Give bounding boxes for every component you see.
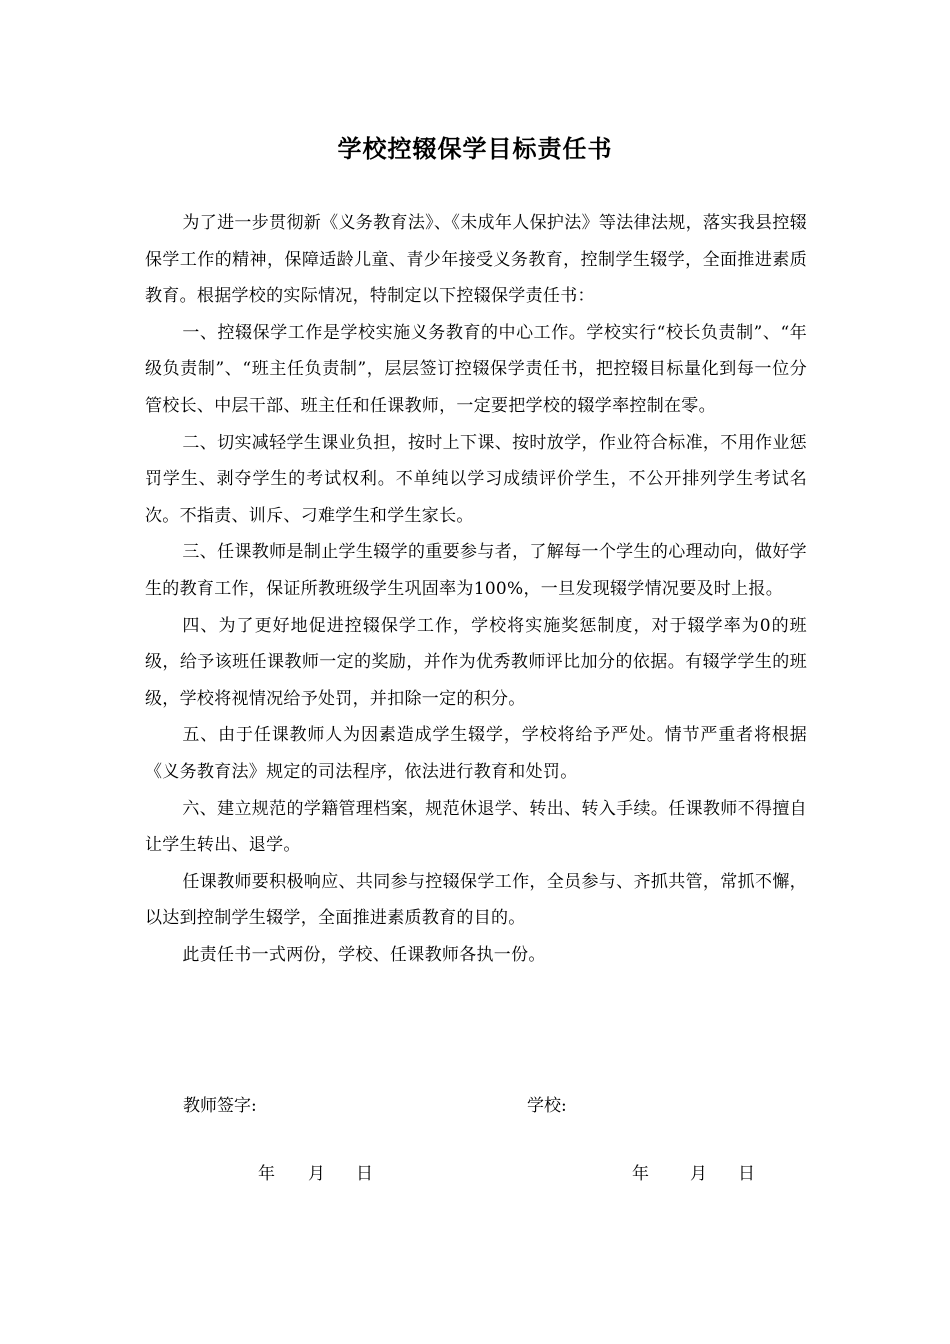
paragraph-item-5: 五、由于任课教师人为因素造成学生辍学，学校将给予严处。情节严重者将根据《义务教育法》规定的司法程序，依法进行教育和处罚。 [145, 725, 807, 782]
teacher-signature-label: 教师签字: [183, 1096, 257, 1116]
teacher-date-year: 年 [258, 1164, 275, 1184]
school-date-day: 日 [738, 1164, 755, 1184]
paragraph-item-4: 四、为了更好地促进控辍保学工作，学校将实施奖惩制度，对于辍学率为0的班级，给予该班任课教师一定的奖励，并作为优秀教师评比加分的依据。有辍学学生的班级，学校将视情况给予处罚，并扣除一定的积分。 [145, 615, 807, 709]
teacher-date-month: 月 [308, 1164, 325, 1184]
school-date-month: 月 [690, 1164, 707, 1184]
document-title: 学校控辍保学目标责任书 [337, 134, 613, 163]
school-date-year: 年 [632, 1164, 649, 1184]
paragraph-item-3: 三、任课教师是制止学生辍学的重要参与者，了解每一个学生的心理动向，做好学生的教育工作，保证所教班级学生巩固率为100%，一旦发现辍学情况要及时上报。 [145, 542, 807, 599]
school-signature-label: 学校: [527, 1096, 567, 1116]
paragraph-closing: 任课教师要积极响应、共同参与控辍保学工作，全员参与、齐抓共管，常抓不懈，以达到控制学生辍学，全面推进素质教育的目的。 [145, 871, 807, 929]
paragraph-item-2: 二、切实减轻学生课业负担，按时上下课、按时放学，作业符合标准，不用作业惩罚学生、剥夺学生的考试权利。不单纯以学习成绩评价学生，不公开排列学生考试名次。不指责、训斥、刁难学生和学生家长。 [145, 432, 807, 526]
document-body [145, 205, 807, 973]
paragraph-copies: 此责任书一式两份，学校、任课教师各执一份。 [182, 944, 546, 965]
paragraph-item-6: 六、建立规范的学籍管理档案，规范休退学、转出、转入手续。任课教师不得擅自让学生转出、退学。 [145, 798, 807, 856]
teacher-date-day: 日 [356, 1164, 373, 1184]
paragraph-item-1: 一、控辍保学工作是学校实施义务教育的中心工作。学校实行“校长负责制”、“年级负责制”、“班主任负责制”，层层签订控辍保学责任书，把控辍目标量化到每一位分管校长、中层干部、班主任和任课教师，一定要把学校的辍学率控制在零。 [145, 322, 807, 416]
paragraph-intro: 为了进一步贯彻新《义务教育法》、《未成年人保护法》等法律法规，落实我县控辍保学工作的精神，保障适龄儿童、青少年接受义务教育，控制学生辍学，全面推进素质教育。根据学校的实际情况，特制定以下控辍保学责任书： [145, 213, 807, 307]
